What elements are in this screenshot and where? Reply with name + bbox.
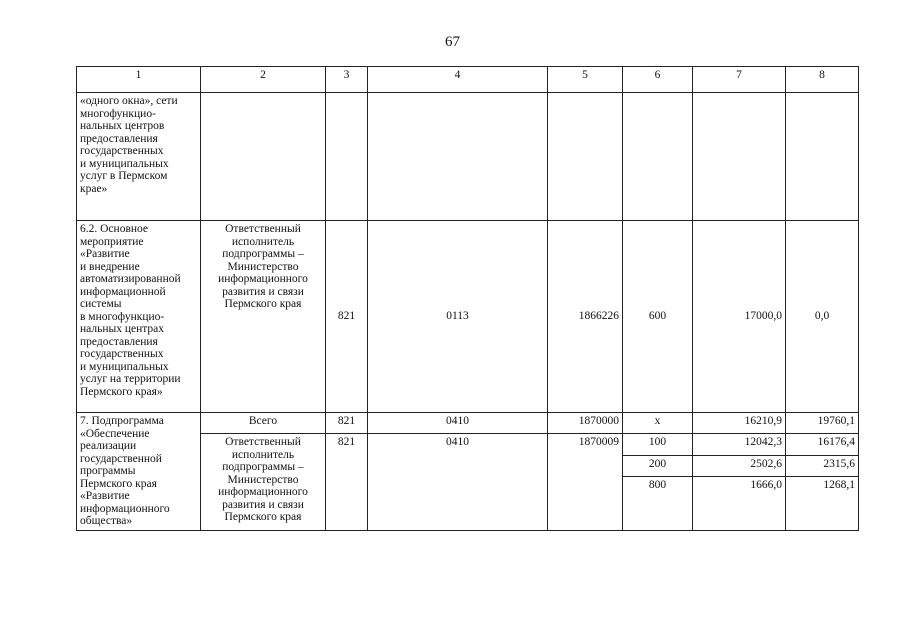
- header-cell: 8: [786, 67, 859, 93]
- program-name-cell: 7. Подпрограмма «Обеспечение реализации государственной программы Пермского края «Развитие информационного общества»: [77, 413, 201, 531]
- executor-cell: Всего: [201, 413, 326, 434]
- expense-type-cell: 600: [623, 221, 693, 413]
- header-cell: 3: [326, 67, 368, 93]
- table-row: [77, 221, 859, 413]
- section-code-cell: 0113: [368, 221, 548, 413]
- executor-cell: Ответственный исполнитель подпрограммы – Министерство информационного развития и связи Пермского края: [201, 221, 326, 413]
- expense-type-cell: 100: [623, 434, 693, 456]
- target-code-cell: 1866226: [548, 221, 623, 413]
- amount-cell: 17000,0: [693, 221, 786, 413]
- table-row: [77, 413, 859, 434]
- amount-cell: 16210,9: [693, 413, 786, 434]
- header-cell: 6: [623, 67, 693, 93]
- header-cell: 4: [368, 67, 548, 93]
- amount-cell: 1666,0: [693, 476, 786, 530]
- amount-cell: 19760,1: [786, 413, 859, 434]
- page-number: 67: [445, 34, 460, 50]
- amount-cell: 2502,6: [693, 455, 786, 476]
- expense-type-cell: 800: [623, 476, 693, 530]
- gr-code-cell: 821: [326, 434, 368, 531]
- gr-code-cell: 821: [326, 413, 368, 434]
- section-code-cell: 0410: [368, 434, 548, 531]
- amount-cell: 0,0: [786, 221, 859, 413]
- target-code-cell: 1870000: [548, 413, 623, 434]
- amount-cell: 12042,3: [693, 434, 786, 456]
- header-cell: 7: [693, 67, 786, 93]
- target-code-cell: 1870009: [548, 434, 623, 531]
- amount-cell: 16176,4: [786, 434, 859, 456]
- budget-table: [76, 66, 859, 531]
- header-cell: 1: [77, 67, 201, 93]
- table-row: [77, 93, 859, 221]
- program-name-cell: «одного окна», сети многофункцио- нальных центров предоставления государственных и муниципальных услуг в Пермском крае»: [77, 93, 201, 221]
- amount-cell: 2315,6: [786, 455, 859, 476]
- gr-code-cell: 821: [326, 221, 368, 413]
- header-row: [77, 67, 859, 93]
- executor-cell: Ответственный исполнитель подпрограммы – Министерство информационного развития и связи Пермского края: [201, 434, 326, 531]
- header-cell: 2: [201, 67, 326, 93]
- amount-cell: 1268,1: [786, 476, 859, 530]
- expense-type-cell: 200: [623, 455, 693, 476]
- header-cell: 5: [548, 67, 623, 93]
- section-code-cell: 0410: [368, 413, 548, 434]
- expense-type-cell: х: [623, 413, 693, 434]
- program-name-cell: 6.2. Основное мероприятие «Развитие и внедрение автоматизированной информационной системы в многофункцио- нальных центрах предоставления государственных и муниципальных услуг на территории Пермского края»: [77, 221, 201, 413]
